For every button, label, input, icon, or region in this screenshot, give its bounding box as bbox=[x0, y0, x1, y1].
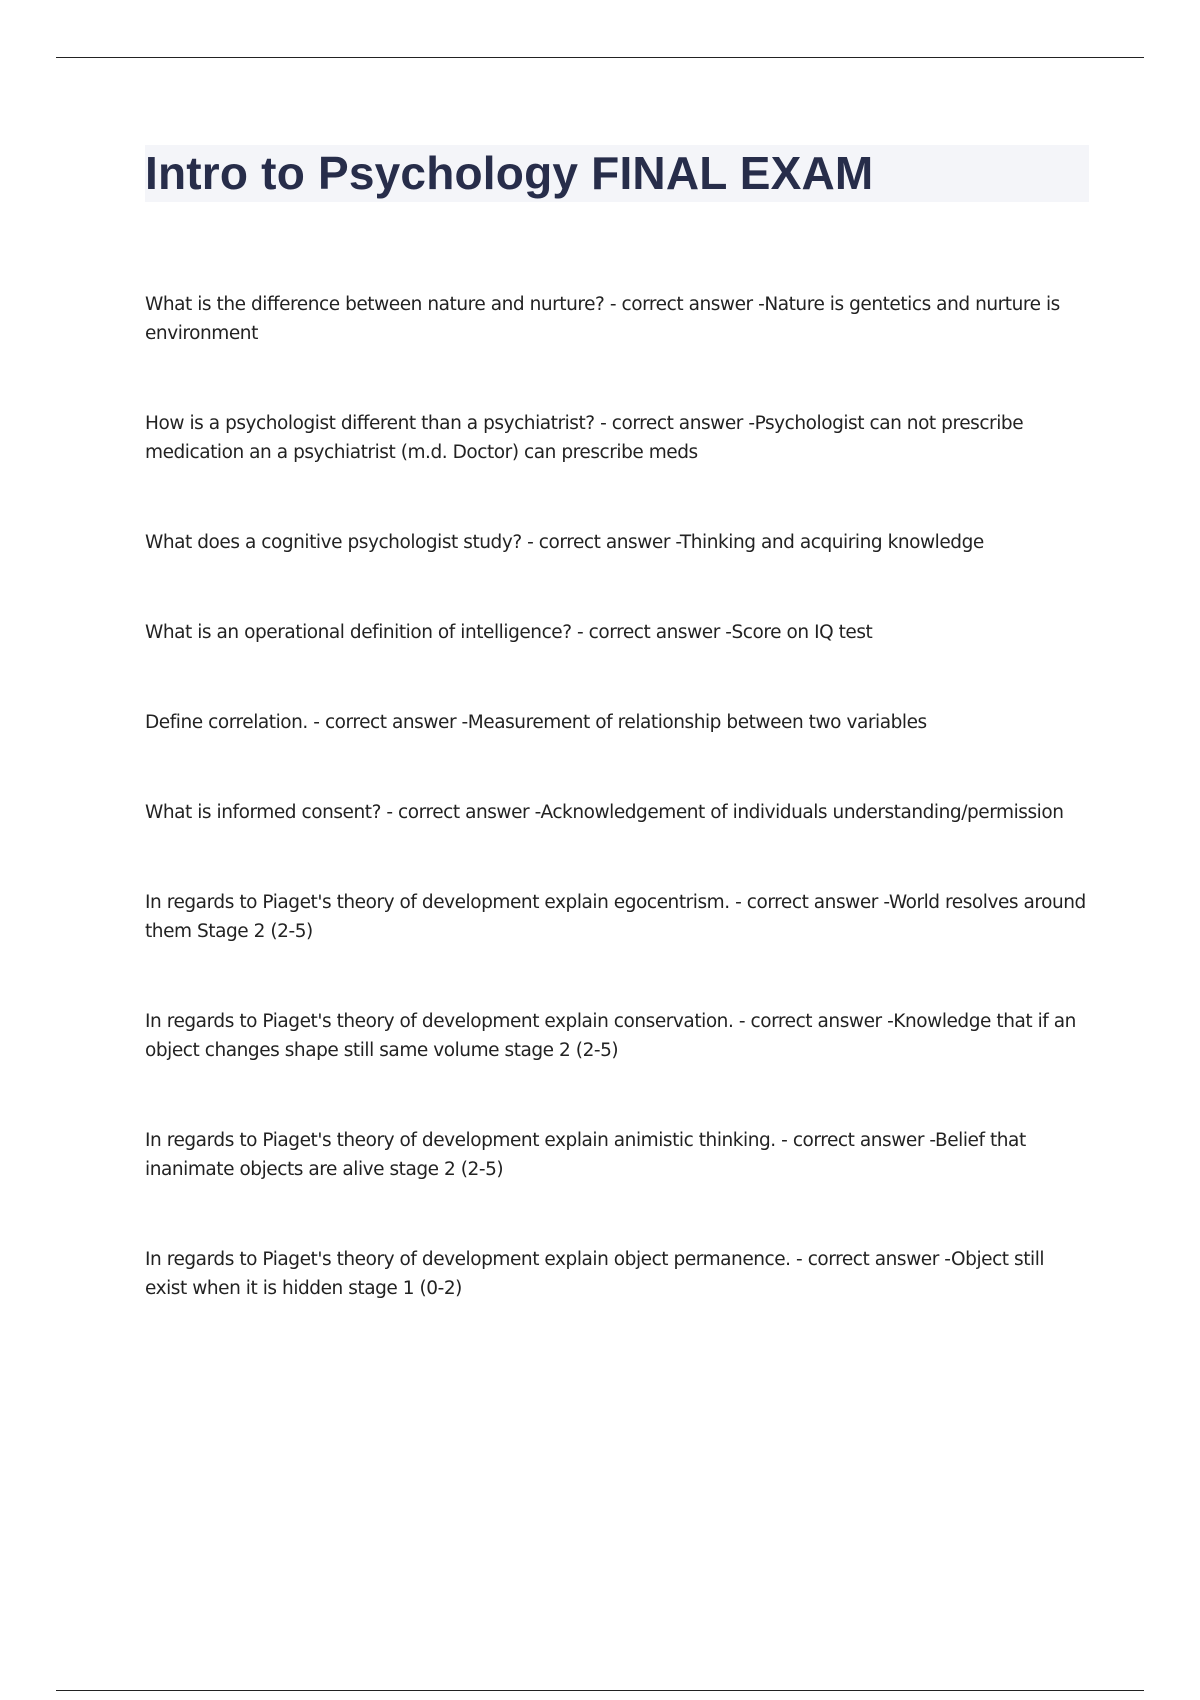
bottom-rule bbox=[56, 1690, 1144, 1691]
qa-list bbox=[145, 290, 1090, 1364]
qa-item: What is an operational definition of intelligence? - correct answer -Score on IQ test bbox=[145, 622, 873, 643]
qa-item: In regards to Piaget's theory of development explain animistic thinking. - correct answer -Belief that inanimate objects are alive stage 2 (2-5) bbox=[145, 1130, 1026, 1180]
qa-item: How is a psychologist different than a psychiatrist? - correct answer -Psychologist can not prescribe medication an a psychiatrist (m.d. Doctor) can prescribe meds bbox=[145, 413, 1024, 463]
qa-item: In regards to Piaget's theory of development explain object permanence. - correct answer -Object still exist when it is hidden stage 1 (0-2) bbox=[145, 1249, 1045, 1299]
qa-item: In regards to Piaget's theory of development explain egocentrism. - correct answer -World resolves around them Stage 2 (2-5) bbox=[145, 892, 1086, 942]
qa-item: Define correlation. - correct answer -Measurement of relationship between two variables bbox=[145, 712, 927, 733]
qa-item: What does a cognitive psychologist study? - correct answer -Thinking and acquiring knowledge bbox=[145, 532, 984, 553]
qa-item: What is informed consent? - correct answer -Acknowledgement of individuals understanding/permission bbox=[145, 802, 1064, 823]
qa-item: What is the difference between nature and nurture? - correct answer -Nature is gentetics and nurture is environment bbox=[145, 294, 1060, 344]
document-title: Intro to Psychology FINAL EXAM bbox=[145, 147, 874, 199]
qa-item: In regards to Piaget's theory of development explain conservation. - correct answer -Knowledge that if an object changes shape still same volume stage 2 (2-5) bbox=[145, 1011, 1076, 1061]
top-rule bbox=[56, 57, 1144, 58]
